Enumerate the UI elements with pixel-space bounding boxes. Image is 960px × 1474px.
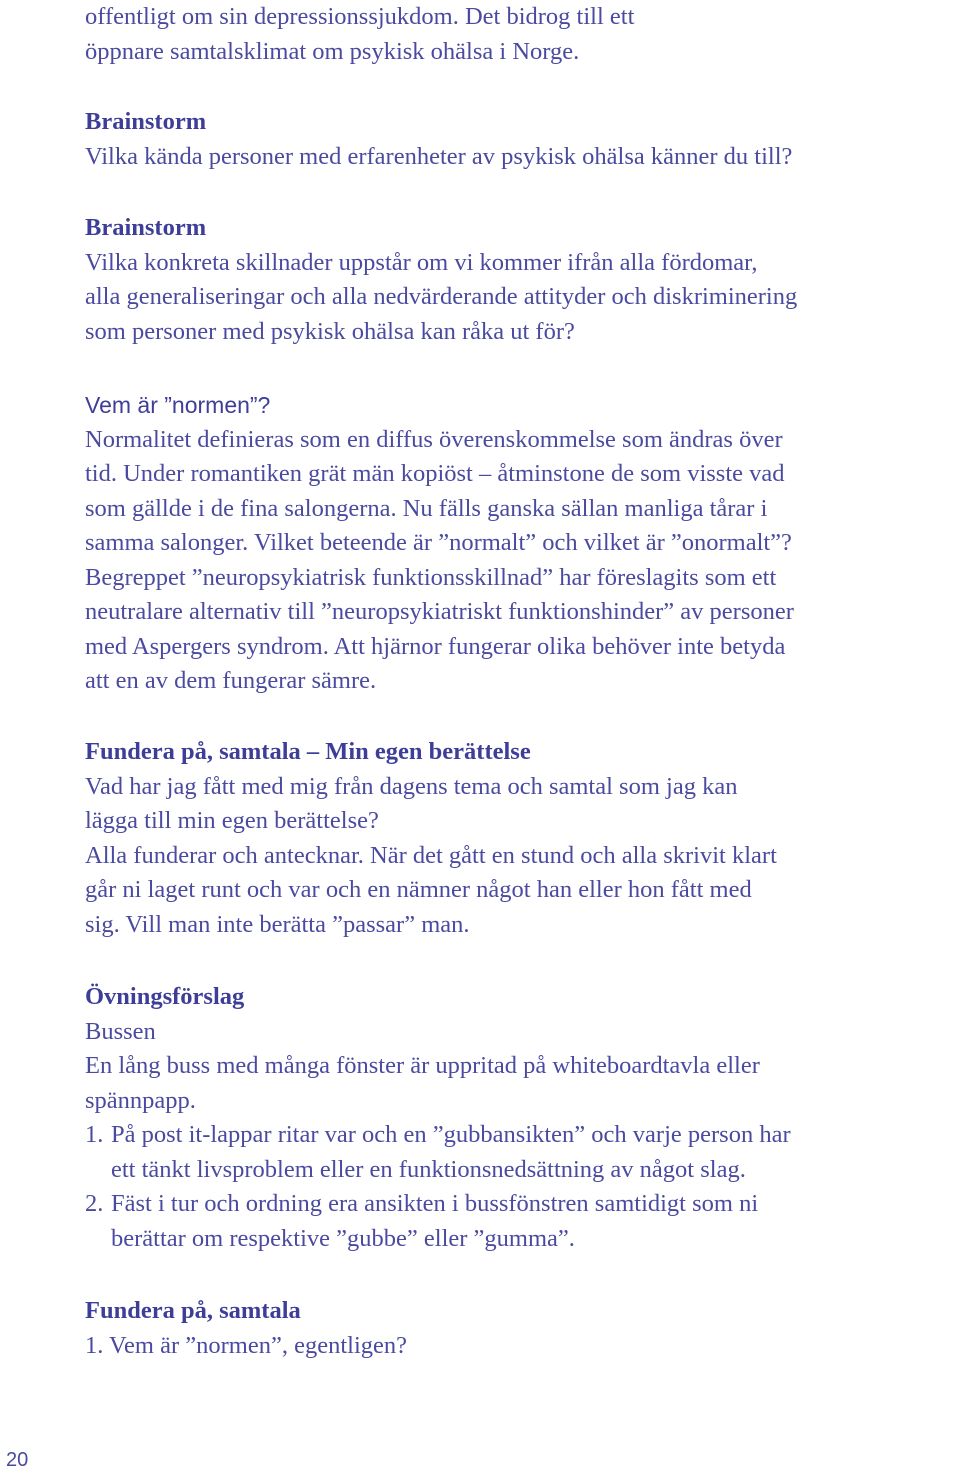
text-line: sig. Vill man inte berätta ”passar” man.: [85, 910, 470, 938]
brainstorm-section-2: [85, 211, 960, 349]
section-heading: Övningsförslag: [85, 983, 245, 1010]
text-line: lägga till min egen berättelse?: [85, 807, 379, 834]
text-line: Begreppet ”neuropsykiatrisk funktionsskillnad” har föreslagits som ett: [85, 563, 777, 591]
section-heading: Brainstorm: [85, 108, 207, 135]
text-line: samma salonger. Vilket beteende är ”normalt” och vilket är ”onormalt”?: [85, 529, 792, 556]
subheading: Bussen: [85, 1017, 156, 1045]
text-line: På post it-lappar ritar var och en ”gubbansikten” och varje person har: [111, 1121, 791, 1148]
text-line: Vad har jag fått med mig från dagens tema och samtal som jag kan: [85, 772, 738, 800]
text-line: öppnare samtalsklimat om psykisk ohälsa i Norge.: [85, 37, 580, 65]
text-line: Vilka konkreta skillnader uppstår om vi kommer ifrån alla fördomar,: [85, 248, 758, 276]
text-line: Fäst i tur och ordning era ansikten i bussfönstren samtidigt som ni: [111, 1190, 759, 1217]
text-line: med Aspergers syndrom. Att hjärnor fungerar olika behöver inte betyda: [85, 632, 786, 660]
list-item: [85, 1187, 960, 1256]
text-line: neutralare alternativ till ”neuropsykiatriskt funktionshinder” av personer: [85, 598, 794, 625]
page-number: 20: [6, 1449, 29, 1471]
list-item: [85, 1118, 960, 1187]
steps-list: [85, 1118, 960, 1256]
text-line: spännpapp.: [85, 1086, 196, 1114]
berattelse-section: [85, 735, 960, 942]
text-line: går ni laget runt och var och en nämner något han eller hon fått med: [85, 876, 752, 903]
ovningsforslag-section: [85, 980, 960, 1256]
section-heading: Fundera på, samtala – Min egen berättelse: [85, 738, 531, 765]
brainstorm-section-1: [85, 105, 960, 174]
text-line: som gällde i de fina salongerna. Nu fälls ganska sällan manliga tårar i: [85, 494, 768, 522]
list-number: 2.: [85, 1190, 104, 1217]
section-heading: Vem är ”normen”?: [85, 392, 271, 418]
text-line: att en av dem fungerar sämre.: [85, 667, 377, 694]
text-line: 1. Vem är ”normen”, egentligen?: [85, 1331, 408, 1359]
text-line: ett tänkt livsproblem eller en funktionsnedsättning av något slag.: [111, 1155, 746, 1183]
text-line: Normalitet definieras som en diffus överenskommelse som ändras över: [85, 425, 783, 453]
samtala-section: [85, 1294, 960, 1363]
text-line: En lång buss med många fönster är uppritad på whiteboardtavla eller: [85, 1052, 760, 1079]
text-line: som personer med psykisk ohälsa kan råka ut för?: [85, 317, 575, 345]
text-line: alla generaliseringar och alla nedvärderande attityder och diskriminering: [85, 283, 798, 310]
normen-section: [85, 388, 960, 699]
text-line: offentligt om sin depressionssjukdom. Det bidrog till ett: [85, 3, 635, 30]
text-line: berättar om respektive ”gubbe” eller ”gumma”.: [111, 1224, 575, 1252]
section-heading: Fundera på, samtala: [85, 1297, 301, 1324]
text-line: Alla funderar och antecknar. När det gått en stund och alla skrivit klart: [85, 841, 777, 869]
list-number: 1.: [85, 1121, 104, 1148]
section-heading: Brainstorm: [85, 214, 207, 241]
text-line: Vilka kända personer med erfarenheter av psykisk ohälsa känner du till?: [85, 142, 793, 170]
intro-paragraph: [85, 0, 960, 69]
text-line: tid. Under romantiken grät män kopiöst – åtminstone de som visste vad: [85, 460, 785, 487]
